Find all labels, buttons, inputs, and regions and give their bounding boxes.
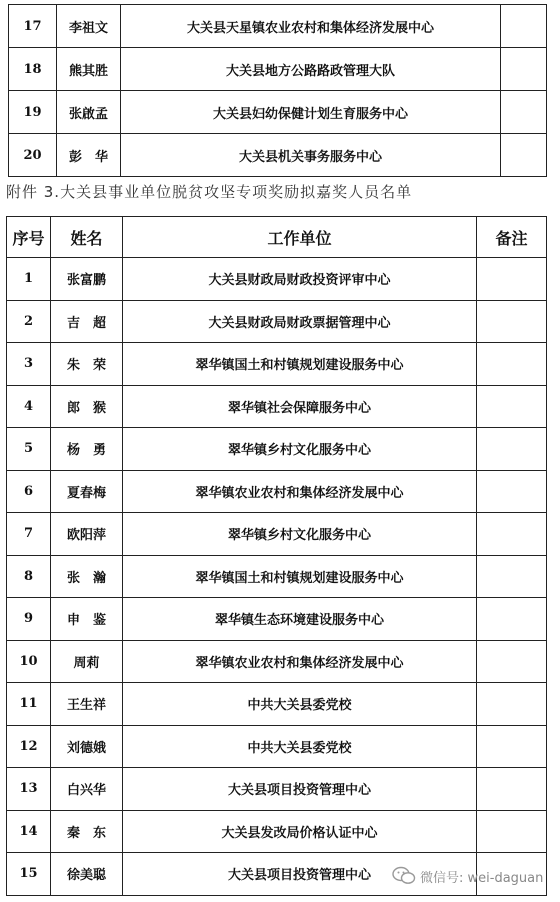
cell-name: 白兴华 [51,768,123,811]
cell-no: 6 [7,470,51,513]
cell-name: 吉 超 [51,300,123,343]
header-no: 序号 [7,217,51,258]
table-row [7,598,547,641]
cell-note [477,683,547,726]
cell-note [477,810,547,853]
cell-unit: 大关县天星镇农业农村和集体经济发展中心 [121,5,501,48]
table-row [7,683,547,726]
cell-name: 熊其胜 [57,48,121,91]
cell-name: 杨 勇 [51,428,123,471]
cell-unit: 大关县财政局财政票据管理中心 [123,300,477,343]
header-note: 备注 [477,217,547,258]
cell-unit: 大关县项目投资管理中心 [123,768,477,811]
cell-note [477,428,547,471]
cell-note [477,598,547,641]
cell-no: 13 [7,768,51,811]
cell-unit: 翠华镇社会保障服务中心 [123,385,477,428]
table-row [7,555,547,598]
table-header-row [7,217,547,258]
table-row [7,385,547,428]
cell-unit: 翠华镇国土和村镇规划建设服务中心 [123,555,477,598]
cell-note [501,48,547,91]
cell-name: 刘德娥 [51,725,123,768]
table-row [7,768,547,811]
cell-no: 1 [7,258,51,301]
table-row [7,640,547,683]
table-row [9,5,547,48]
cell-unit: 大关县项目投资管理中心 [123,853,477,896]
cell-no: 19 [9,91,57,134]
watermark [392,866,543,886]
cell-no: 11 [7,683,51,726]
cell-no: 8 [7,555,51,598]
header-name: 姓名 [51,217,123,258]
cell-unit: 翠华镇农业农村和集体经济发展中心 [123,640,477,683]
table-row [7,300,547,343]
cell-no: 15 [7,853,51,896]
cell-note [477,768,547,811]
cell-unit: 翠华镇国土和村镇规划建设服务中心 [123,343,477,386]
header-unit: 工作单位 [123,217,477,258]
cell-no: 18 [9,48,57,91]
table-row [9,134,547,177]
watermark-text: 微信号: wei-daguan [420,870,544,886]
cell-note [477,725,547,768]
attachment-title: 附件 3.大关县事业单位脱贫攻坚专项奖励拟嘉奖人员名单 [6,183,413,201]
cell-no: 17 [9,5,57,48]
cell-unit: 翠华镇生态环境建设服务中心 [123,598,477,641]
cell-note [477,300,547,343]
cell-unit: 中共大关县委党校 [123,725,477,768]
cell-note [501,91,547,134]
cell-no: 2 [7,300,51,343]
table-row [7,810,547,853]
cell-unit: 大关县妇幼保健计划生育服务中心 [121,91,501,134]
cell-name: 郎 猴 [51,385,123,428]
previous-page-table [8,4,547,177]
table-row [7,428,547,471]
cell-name: 欧阳萍 [51,513,123,556]
cell-note [477,385,547,428]
table-row [7,725,547,768]
cell-no: 4 [7,385,51,428]
cell-unit: 大关县发改局价格认证中心 [123,810,477,853]
cell-unit: 翠华镇乡村文化服务中心 [123,513,477,556]
cell-name: 张啟孟 [57,91,121,134]
cell-unit: 大关县机关事务服务中心 [121,134,501,177]
cell-name: 彭 华 [57,134,121,177]
cell-note [477,513,547,556]
cell-name: 朱 荣 [51,343,123,386]
cell-no: 20 [9,134,57,177]
cell-unit: 翠华镇农业农村和集体经济发展中心 [123,470,477,513]
award-list-table [6,216,547,896]
cell-no: 9 [7,598,51,641]
cell-note [477,555,547,598]
cell-name: 周莉 [51,640,123,683]
cell-unit: 大关县财政局财政投资评审中心 [123,258,477,301]
cell-note [477,343,547,386]
cell-name: 秦 东 [51,810,123,853]
cell-note [477,640,547,683]
cell-name: 张富鹏 [51,258,123,301]
cell-name: 夏春梅 [51,470,123,513]
table-row [9,91,547,134]
table-row [7,513,547,556]
table-row [7,470,547,513]
cell-name: 王生祥 [51,683,123,726]
table-row [9,48,547,91]
cell-note [501,5,547,48]
cell-name: 徐美聪 [51,853,123,896]
table-row [7,258,547,301]
cell-note [477,470,547,513]
cell-unit: 中共大关县委党校 [123,683,477,726]
cell-no: 7 [7,513,51,556]
table-row [7,343,547,386]
cell-no: 14 [7,810,51,853]
cell-name: 李祖文 [57,5,121,48]
cell-no: 3 [7,343,51,386]
cell-unit: 大关县地方公路路政管理大队 [121,48,501,91]
wechat-icon [392,866,416,886]
cell-no: 10 [7,640,51,683]
cell-no: 12 [7,725,51,768]
cell-note [477,258,547,301]
cell-name: 申 鉴 [51,598,123,641]
cell-name: 张 瀚 [51,555,123,598]
cell-no: 5 [7,428,51,471]
cell-unit: 翠华镇乡村文化服务中心 [123,428,477,471]
cell-note [501,134,547,177]
